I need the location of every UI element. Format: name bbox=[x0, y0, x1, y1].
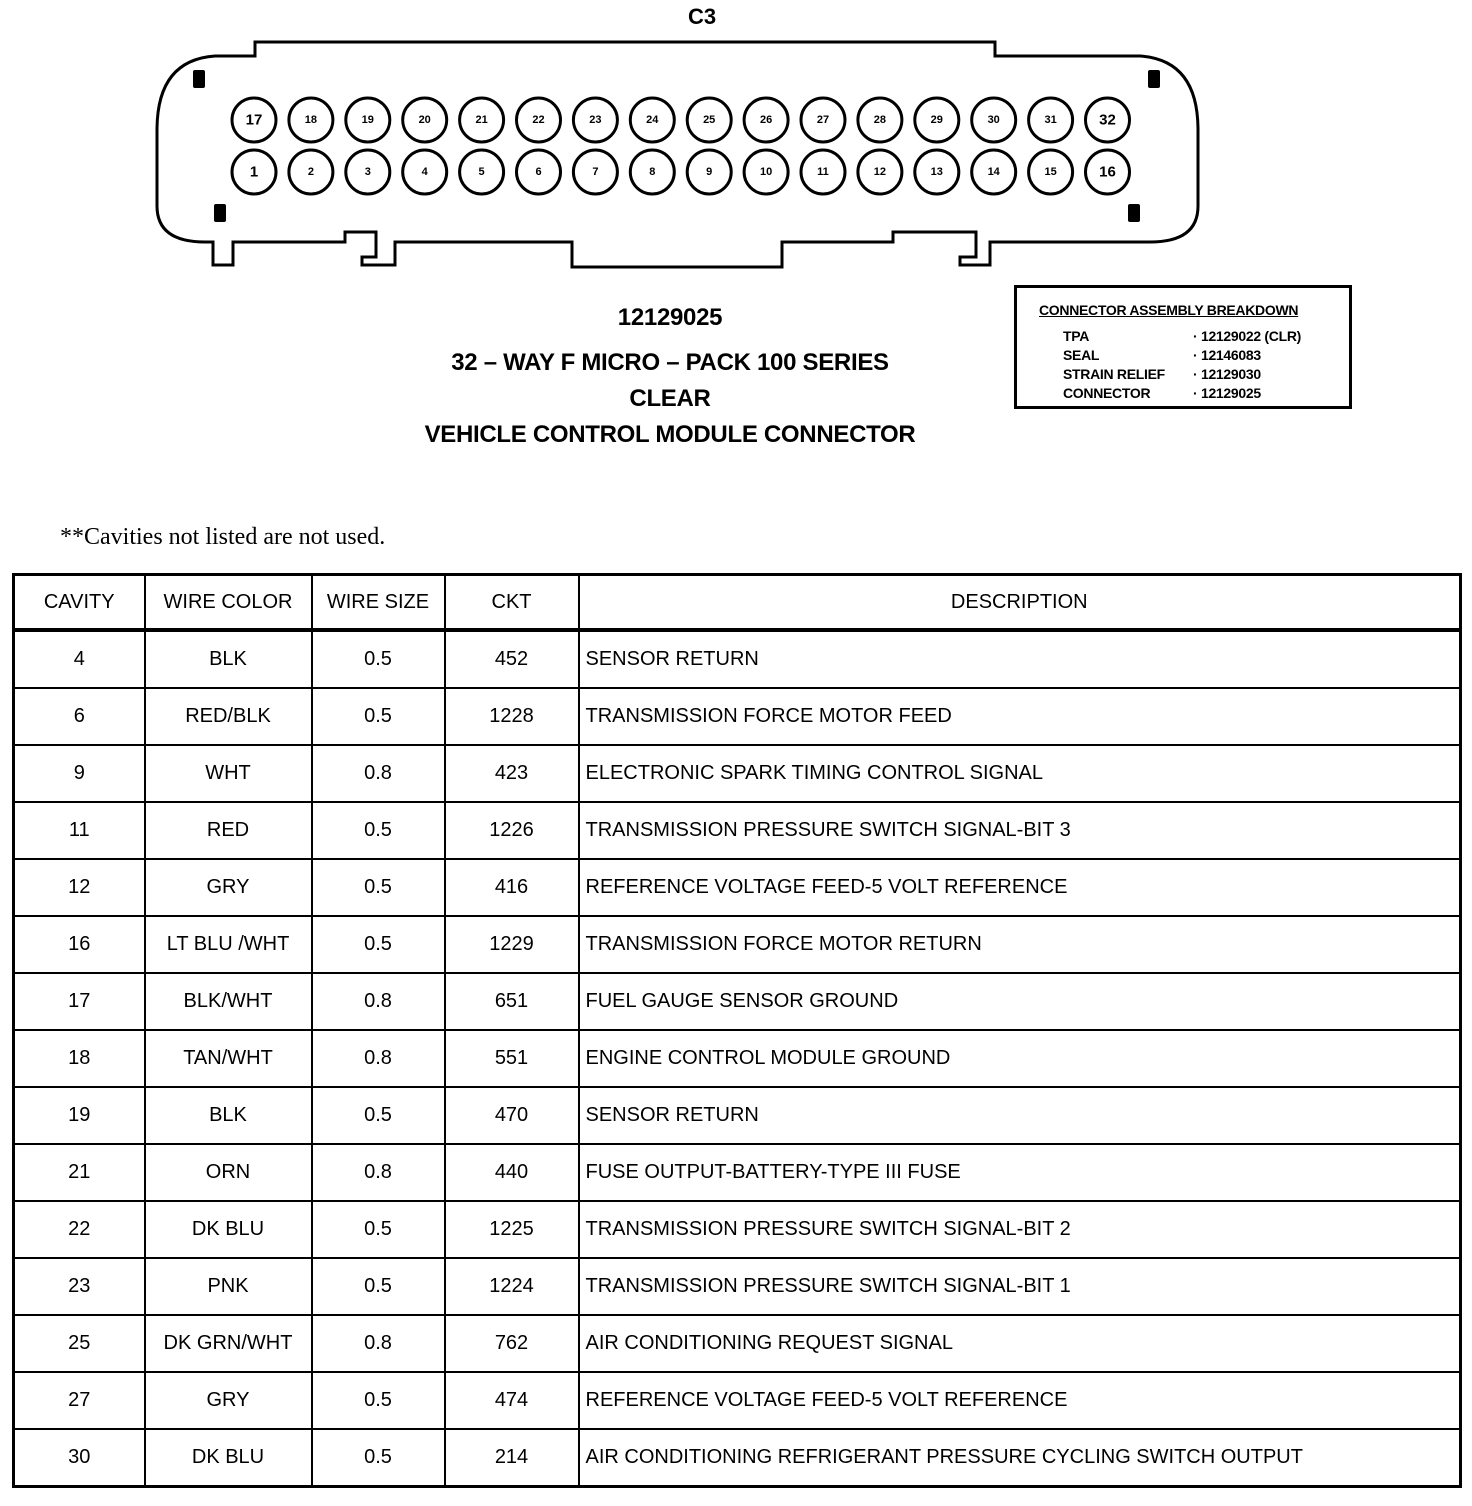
pin-number: 1 bbox=[249, 163, 259, 181]
cell-wire-color: ORN bbox=[145, 1144, 312, 1201]
cell-wire-color: PNK bbox=[145, 1258, 312, 1315]
pin-cavity bbox=[1029, 150, 1073, 194]
cell-wire-color: DK BLU bbox=[145, 1201, 312, 1258]
cell-wire-size: 0.5 bbox=[312, 630, 445, 688]
pin-cavity bbox=[1029, 98, 1073, 142]
table-row bbox=[14, 859, 1461, 916]
cell-description: FUSE OUTPUT-BATTERY-TYPE III FUSE bbox=[579, 1144, 1461, 1201]
latch-mark bbox=[193, 70, 205, 88]
connector-series: 32 – WAY F MICRO – PACK 100 SERIES bbox=[451, 349, 889, 376]
cell-cavity: 4 bbox=[14, 630, 145, 688]
cell-wire-color: GRY bbox=[145, 859, 312, 916]
table-row bbox=[14, 1030, 1461, 1087]
cell-cavity: 11 bbox=[14, 802, 145, 859]
cell-wire-size: 0.8 bbox=[312, 745, 445, 802]
table-row bbox=[14, 630, 1461, 688]
cell-wire-color: DK GRN/WHT bbox=[145, 1315, 312, 1372]
cell-cavity: 30 bbox=[14, 1429, 145, 1487]
latch-mark bbox=[1148, 70, 1160, 88]
cell-cavity: 27 bbox=[14, 1372, 145, 1429]
table-row bbox=[14, 802, 1461, 859]
header-ckt: CKT bbox=[445, 575, 579, 631]
pin-cavity bbox=[232, 150, 276, 194]
pin-cavity bbox=[289, 98, 333, 142]
cell-description: ENGINE CONTROL MODULE GROUND bbox=[579, 1030, 1461, 1087]
pin-cavity bbox=[801, 98, 845, 142]
pin-number: 30 bbox=[987, 114, 1000, 126]
cell-description: TRANSMISSION FORCE MOTOR FEED bbox=[579, 688, 1461, 745]
cell-ckt: 214 bbox=[445, 1429, 579, 1487]
cell-wire-color: BLK/WHT bbox=[145, 973, 312, 1030]
pin-cavity bbox=[232, 98, 276, 142]
connector-outline bbox=[157, 42, 1198, 267]
pin-number: 18 bbox=[304, 114, 318, 126]
cell-wire-size: 0.5 bbox=[312, 688, 445, 745]
cell-wire-color: LT BLU /WHT bbox=[145, 916, 312, 973]
cell-description: TRANSMISSION PRESSURE SWITCH SIGNAL-BIT 2 bbox=[579, 1201, 1461, 1258]
pin-number: 17 bbox=[245, 111, 263, 129]
cell-wire-size: 0.5 bbox=[312, 1201, 445, 1258]
table-header-row bbox=[14, 575, 1461, 631]
pin-cavity bbox=[687, 98, 731, 142]
pin-number: 32 bbox=[1099, 111, 1116, 129]
table-row bbox=[14, 1201, 1461, 1258]
cell-wire-size: 0.8 bbox=[312, 1030, 445, 1087]
table-row bbox=[14, 1315, 1461, 1372]
header-wire-size: WIRE SIZE bbox=[312, 575, 445, 631]
pin-cavity bbox=[972, 150, 1016, 194]
pin-cavity bbox=[517, 150, 561, 194]
pin-cavity bbox=[460, 98, 504, 142]
cell-ckt: 440 bbox=[445, 1144, 579, 1201]
pin-number: 14 bbox=[987, 166, 1000, 178]
pin-cavity bbox=[346, 150, 390, 194]
cell-ckt: 1226 bbox=[445, 802, 579, 859]
part-number: 12129025 bbox=[617, 304, 723, 331]
pin-cavity bbox=[915, 150, 959, 194]
pin-number: 9 bbox=[706, 166, 713, 178]
cell-cavity: 17 bbox=[14, 973, 145, 1030]
cell-wire-size: 0.5 bbox=[312, 1258, 445, 1315]
cell-cavity: 9 bbox=[14, 745, 145, 802]
pin-number: 19 bbox=[361, 114, 374, 126]
pin-number: 28 bbox=[873, 114, 887, 126]
breakdown-title: CONNECTOR ASSEMBLY BREAKDOWN bbox=[1039, 302, 1299, 318]
cell-cavity: 23 bbox=[14, 1258, 145, 1315]
cell-wire-size: 0.5 bbox=[312, 1372, 445, 1429]
pin-cavity bbox=[744, 98, 788, 142]
cell-wire-color: RED bbox=[145, 802, 312, 859]
table-row bbox=[14, 1144, 1461, 1201]
pin-number: 31 bbox=[1044, 114, 1057, 126]
pin-cavity bbox=[744, 150, 788, 194]
cell-cavity: 25 bbox=[14, 1315, 145, 1372]
pin-number: 11 bbox=[817, 166, 829, 178]
pin-cavity bbox=[858, 150, 902, 194]
pin-number: 3 bbox=[364, 166, 371, 178]
pin-number: 27 bbox=[816, 114, 830, 126]
cell-description: REFERENCE VOLTAGE FEED-5 VOLT REFERENCE bbox=[579, 859, 1461, 916]
pin-number: 16 bbox=[1099, 163, 1116, 181]
pin-cavity bbox=[346, 98, 390, 142]
cell-ckt: 470 bbox=[445, 1087, 579, 1144]
table-row bbox=[14, 688, 1461, 745]
cell-description: AIR CONDITIONING REFRIGERANT PRESSURE CYCLING SWITCH OUTPUT bbox=[579, 1429, 1461, 1487]
cell-wire-color: BLK bbox=[145, 630, 312, 688]
table-row bbox=[14, 1429, 1461, 1487]
cell-ckt: 1225 bbox=[445, 1201, 579, 1258]
pin-cavity bbox=[630, 150, 674, 194]
pin-cavity bbox=[460, 150, 504, 194]
header-wire-color: WIRE COLOR bbox=[145, 575, 312, 631]
cell-wire-color: GRY bbox=[145, 1372, 312, 1429]
cell-wire-size: 0.5 bbox=[312, 859, 445, 916]
pin-cavity bbox=[517, 98, 561, 142]
table-row bbox=[14, 745, 1461, 802]
cell-description: SENSOR RETURN bbox=[579, 630, 1461, 688]
unused-cavities-note: **Cavities not listed are not used. bbox=[60, 524, 386, 550]
cell-description: REFERENCE VOLTAGE FEED-5 VOLT REFERENCE bbox=[579, 1372, 1461, 1429]
breakdown-value: · 12129030 bbox=[1193, 366, 1261, 382]
latch-mark bbox=[214, 204, 226, 222]
pin-cavity bbox=[972, 98, 1016, 142]
pin-number: 23 bbox=[589, 114, 602, 126]
cell-description: TRANSMISSION PRESSURE SWITCH SIGNAL-BIT 1 bbox=[579, 1258, 1461, 1315]
pin-cavity bbox=[630, 98, 674, 142]
cell-ckt: 1229 bbox=[445, 916, 579, 973]
cell-wire-color: RED/BLK bbox=[145, 688, 312, 745]
cell-wire-size: 0.5 bbox=[312, 1087, 445, 1144]
cell-description: ELECTRONIC SPARK TIMING CONTROL SIGNAL bbox=[579, 745, 1461, 802]
cell-description: SENSOR RETURN bbox=[579, 1087, 1461, 1144]
cell-description: TRANSMISSION FORCE MOTOR RETURN bbox=[579, 916, 1461, 973]
cell-cavity: 6 bbox=[14, 688, 145, 745]
table-row bbox=[14, 1372, 1461, 1429]
cell-wire-size: 0.5 bbox=[312, 802, 445, 859]
cell-wire-color: BLK bbox=[145, 1087, 312, 1144]
pin-cavity bbox=[1086, 150, 1130, 194]
cell-ckt: 416 bbox=[445, 859, 579, 916]
cell-cavity: 16 bbox=[14, 916, 145, 973]
pin-number: 29 bbox=[930, 114, 943, 126]
cell-ckt: 474 bbox=[445, 1372, 579, 1429]
pin-cavity bbox=[687, 150, 731, 194]
pin-number: 26 bbox=[759, 114, 773, 126]
pin-number: 15 bbox=[1044, 166, 1057, 178]
cell-wire-size: 0.8 bbox=[312, 973, 445, 1030]
pin-cavity bbox=[915, 98, 959, 142]
pin-number: 4 bbox=[421, 166, 428, 178]
table-row bbox=[14, 973, 1461, 1030]
breakdown-value: · 12129025 bbox=[1193, 385, 1261, 401]
table-row bbox=[14, 1087, 1461, 1144]
pin-cavity bbox=[403, 150, 447, 194]
cell-wire-color: WHT bbox=[145, 745, 312, 802]
header-cavity: CAVITY bbox=[14, 575, 145, 631]
breakdown-value: · 12146083 bbox=[1193, 347, 1261, 363]
pin-number: 12 bbox=[873, 166, 887, 178]
pin-number: 21 bbox=[475, 114, 488, 126]
pin-number: 22 bbox=[532, 114, 545, 126]
cell-ckt: 651 bbox=[445, 973, 579, 1030]
cell-wire-size: 0.5 bbox=[312, 916, 445, 973]
pin-cavity bbox=[573, 98, 617, 142]
table-row bbox=[14, 916, 1461, 973]
cell-wire-color: TAN/WHT bbox=[145, 1030, 312, 1087]
cell-wire-size: 0.5 bbox=[312, 1429, 445, 1487]
cell-wire-size: 0.8 bbox=[312, 1144, 445, 1201]
cell-description: TRANSMISSION PRESSURE SWITCH SIGNAL-BIT 3 bbox=[579, 802, 1461, 859]
cell-cavity: 22 bbox=[14, 1201, 145, 1258]
pin-cavity bbox=[573, 150, 617, 194]
cell-ckt: 423 bbox=[445, 745, 579, 802]
cell-ckt: 452 bbox=[445, 630, 579, 688]
pin-cavity bbox=[1086, 98, 1130, 142]
breakdown-name: CONNECTOR bbox=[1063, 385, 1151, 401]
cell-ckt: 1228 bbox=[445, 688, 579, 745]
pin-cavity bbox=[403, 98, 447, 142]
pin-number: 6 bbox=[535, 166, 542, 178]
header-description: DESCRIPTION bbox=[579, 575, 1461, 631]
pin-cavity bbox=[289, 150, 333, 194]
breakdown-name: TPA bbox=[1063, 328, 1090, 344]
cell-ckt: 1224 bbox=[445, 1258, 579, 1315]
cavity-table bbox=[12, 573, 1462, 1488]
pin-number: 24 bbox=[646, 114, 659, 126]
connector-face-diagram bbox=[0, 0, 1472, 300]
pin-number: 13 bbox=[930, 166, 943, 178]
pin-number: 25 bbox=[703, 114, 716, 126]
table-row bbox=[14, 1258, 1461, 1315]
connector-color: CLEAR bbox=[629, 385, 711, 412]
pin-cavity bbox=[801, 150, 845, 194]
latch-mark bbox=[1128, 204, 1140, 222]
breakdown-value: · 12129022 (CLR) bbox=[1193, 328, 1302, 344]
pin-cavity bbox=[858, 98, 902, 142]
cell-cavity: 21 bbox=[14, 1144, 145, 1201]
cell-ckt: 551 bbox=[445, 1030, 579, 1087]
pin-number: 7 bbox=[592, 166, 599, 178]
pin-number: 10 bbox=[759, 166, 773, 178]
pin-number: 2 bbox=[307, 166, 314, 178]
pin-number: 20 bbox=[418, 114, 431, 126]
pin-number: 8 bbox=[649, 166, 656, 178]
breakdown-name: STRAIN RELIEF bbox=[1063, 366, 1165, 382]
cell-cavity: 19 bbox=[14, 1087, 145, 1144]
cell-cavity: 12 bbox=[14, 859, 145, 916]
connector-name: VEHICLE CONTROL MODULE CONNECTOR bbox=[424, 421, 916, 448]
cell-wire-size: 0.8 bbox=[312, 1315, 445, 1372]
cell-cavity: 18 bbox=[14, 1030, 145, 1087]
assembly-breakdown-box bbox=[1014, 285, 1352, 409]
cell-description: FUEL GAUGE SENSOR GROUND bbox=[579, 973, 1461, 1030]
connector-title: C3 bbox=[687, 4, 717, 29]
cell-wire-color: DK BLU bbox=[145, 1429, 312, 1487]
cell-ckt: 762 bbox=[445, 1315, 579, 1372]
pin-number: 5 bbox=[478, 166, 485, 178]
cell-description: AIR CONDITIONING REQUEST SIGNAL bbox=[579, 1315, 1461, 1372]
breakdown-name: SEAL bbox=[1063, 347, 1100, 363]
